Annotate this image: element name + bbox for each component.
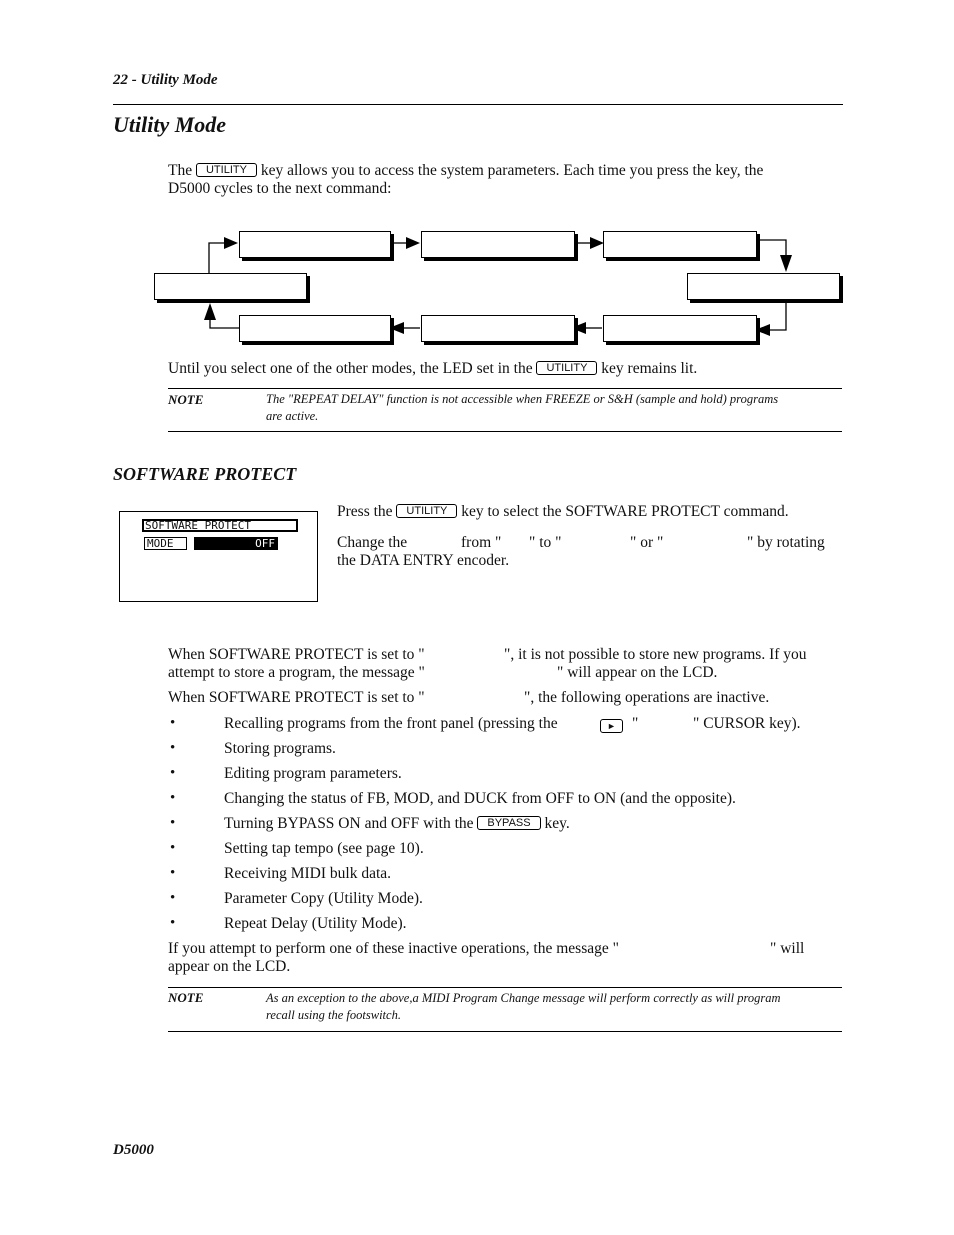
arrowhead-2 — [406, 237, 420, 249]
lcd-mode-label: MODE — [144, 537, 187, 550]
note2-line-2: recall using the footswitch. — [266, 1008, 401, 1022]
press-post-text: key to select the SOFTWARE PROTECT command. — [461, 503, 789, 520]
connector-up-left — [209, 243, 224, 273]
connector-left-up — [210, 320, 240, 328]
bullet-marker: • — [170, 840, 176, 856]
bullet-5-post: key. — [544, 815, 570, 832]
command-cycle-diagram — [150, 225, 850, 345]
bullet-1-text: Recalling programs from the front panel (pressing the — [224, 715, 558, 732]
footer-model: D5000 — [113, 1142, 154, 1158]
arrowhead-3 — [590, 237, 604, 249]
cycle-box-bottom-2 — [421, 315, 575, 342]
cursor-right-icon: ► — [600, 719, 623, 733]
note1-rule-top — [168, 388, 842, 389]
when1-d: " will appear on the LCD. — [557, 664, 718, 681]
change-e: " by rotating — [747, 534, 825, 551]
led-pre-text: Until you select one of the other modes, the LED set in the — [168, 360, 533, 377]
cycle-box-bottom-1 — [239, 315, 391, 342]
lcd-display — [119, 511, 318, 602]
intro-line-1 — [168, 162, 763, 180]
change-d: " or " — [630, 534, 664, 551]
bullet-7-text: Receiving MIDI bulk data. — [224, 865, 392, 882]
section-title: SOFTWARE PROTECT — [113, 464, 297, 484]
running-head: 22 - Utility Mode — [113, 72, 218, 88]
bullet-4-text: Changing the status of FB, MOD, and DUCK from OFF to ON (and the opposite). — [224, 790, 736, 807]
connector-right-bottom — [770, 301, 786, 330]
when1-c: attempt to store a program, the message " — [168, 664, 425, 681]
arrowhead-1 — [224, 237, 238, 249]
press-line — [337, 503, 789, 521]
note1-label: NOTE — [168, 392, 204, 407]
when1-a: When SOFTWARE PROTECT is set to " — [168, 646, 425, 663]
note2-rule-top — [168, 987, 842, 988]
led-sentence — [168, 360, 697, 378]
when2-b: ", the following operations are inactive. — [524, 689, 770, 706]
cycle-box-bottom-3 — [603, 315, 757, 342]
cycle-box-top-1 — [239, 231, 391, 258]
bullet-marker: • — [170, 865, 176, 881]
utility-key: UTILITY — [196, 163, 257, 177]
lcd-mode-value: OFF — [194, 537, 278, 550]
arrowhead-7 — [389, 322, 404, 334]
press-pre-text: Press the — [337, 503, 393, 520]
bullet-1-post: " CURSOR key). — [693, 715, 801, 732]
utility-key: UTILITY — [396, 504, 457, 518]
attempt-a: If you attempt to perform one of these inactive operations, the message " — [168, 940, 619, 957]
note2-rule-bottom — [168, 1031, 842, 1032]
bullet-6-text: Setting tap tempo (see page 10). — [224, 840, 424, 857]
cycle-box-right — [687, 273, 840, 300]
cycle-box-top-3 — [603, 231, 757, 258]
change-c: " to " — [529, 534, 562, 551]
bypass-key: BYPASS — [477, 816, 540, 830]
bullet-1-mid: " — [632, 715, 639, 732]
note2-label: NOTE — [168, 990, 204, 1005]
cursor-right-key — [600, 718, 623, 736]
led-post-text: key remains lit. — [601, 360, 698, 377]
intro-post-text: key allows you to access the system parameters. Each time you press the key, the — [260, 162, 764, 179]
utility-key: UTILITY — [536, 361, 597, 375]
bullet-marker: • — [170, 790, 176, 806]
change-line-2: the DATA ENTRY encoder. — [337, 552, 510, 569]
bullet-9-text: Repeat Delay (Utility Mode). — [224, 915, 407, 932]
bullet-3-text: Editing program parameters. — [224, 765, 402, 782]
page-title: Utility Mode — [113, 112, 227, 137]
bullet-2-text: Storing programs. — [224, 740, 336, 757]
bullet-8-text: Parameter Copy (Utility Mode). — [224, 890, 423, 907]
cycle-box-left — [154, 273, 307, 300]
bullet-marker: • — [170, 715, 176, 731]
lcd-line-1: SOFTWARE PROTECT — [142, 519, 298, 532]
intro-pre-text: The — [168, 162, 193, 179]
when2-a: When SOFTWARE PROTECT is set to " — [168, 689, 425, 706]
bullet-marker: • — [170, 815, 176, 831]
bullet-marker: • — [170, 765, 176, 781]
bullet-5-pre: Turning BYPASS ON and OFF with the — [224, 815, 474, 832]
arrowhead-8 — [204, 303, 216, 320]
note1-line-2: are active. — [266, 409, 319, 423]
attempt-line-2: appear on the LCD. — [168, 958, 291, 975]
header-rule — [113, 104, 843, 105]
arrowhead-4 — [780, 255, 792, 272]
change-a: Change the — [337, 534, 408, 551]
note2-line-1: As an exception to the above,a MIDI Program Change message will perform correctly as will program — [266, 991, 781, 1005]
intro-line-2: D5000 cycles to the next command: — [168, 180, 392, 197]
attempt-b: " will — [770, 940, 805, 957]
when1-b: ", it is not possible to store new programs. If you — [504, 646, 807, 663]
arrowhead-5 — [755, 324, 770, 336]
change-b: from " — [461, 534, 502, 551]
bullet-5-line — [224, 815, 570, 833]
note1-line-1: The "REPEAT DELAY" function is not accessible when FREEZE or S&H (sample and hold) programs — [266, 392, 779, 406]
cycle-box-top-2 — [421, 231, 575, 258]
bullet-marker: • — [170, 890, 176, 906]
bullet-marker: • — [170, 740, 176, 756]
bullet-marker: • — [170, 915, 176, 931]
note1-rule-bottom — [168, 431, 842, 432]
